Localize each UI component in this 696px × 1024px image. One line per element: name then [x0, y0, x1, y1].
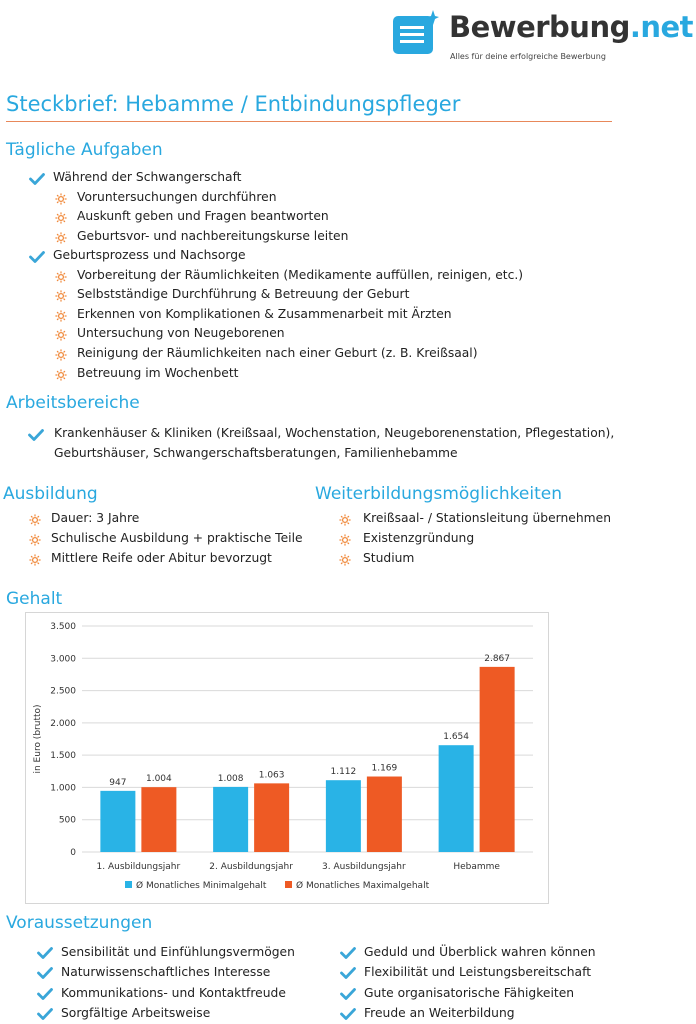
data-label: 2.867 [484, 653, 511, 664]
heading-weiterbildung: Weiterbildungsmöglichkeiten [315, 484, 562, 504]
y-tick-label: 1.000 [50, 783, 76, 794]
sun-bullet-icon [29, 554, 41, 566]
salary-chart-svg [26, 613, 548, 903]
title-divider [6, 121, 612, 122]
check-icon [37, 947, 53, 959]
bar [439, 745, 474, 852]
y-tick-label: 2.000 [50, 718, 76, 729]
aufgaben-item: Geburtsvor- und nachbereitungskurse leiten [77, 228, 349, 243]
check-icon [28, 429, 44, 441]
sun-bullet-icon [339, 534, 351, 546]
sun-bullet-icon [339, 514, 351, 526]
legend-swatch [125, 881, 132, 888]
aufgaben-item: Vorbereitung der Räumlichkeiten (Medikamente auffüllen, reinigen, etc.) [77, 267, 524, 282]
x-tick-label: 3. Ausbildungsjahr [322, 862, 406, 872]
weiterbildung-item: Existenzgründung [363, 531, 475, 545]
data-label: 1.654 [443, 732, 470, 743]
sun-bullet-icon [55, 329, 67, 341]
x-tick-label: Hebamme [453, 862, 500, 872]
x-tick-label: 2. Ausbildungsjahr [209, 862, 293, 872]
ausbildung-item: Dauer: 3 Jahre [51, 511, 140, 525]
aufgaben-item: Selbstständige Durchführung & Betreuung der Geburt [77, 287, 410, 302]
check-icon [340, 947, 356, 959]
heading-arbeitsbereiche: Arbeitsbereiche [6, 393, 140, 413]
sun-bullet-icon [55, 193, 67, 205]
y-tick-label: 3.000 [50, 654, 76, 665]
voraussetzung-item: Flexibilität und Leistungsbereitschaft [364, 965, 592, 980]
aufgaben-group-label: Während der Schwangerschaft [53, 170, 242, 184]
check-icon [37, 1008, 53, 1020]
data-label: 1.004 [145, 774, 172, 785]
weiterbildung-item: Studium [363, 551, 415, 565]
check-icon [37, 988, 53, 1000]
heading-ausbildung: Ausbildung [3, 484, 98, 504]
aufgaben-item: Erkennen von Komplikationen & Zusammenarbeit mit Ärzten [77, 306, 452, 321]
data-label: 947 [109, 777, 127, 788]
check-icon [340, 1008, 356, 1020]
arbeitsbereiche-line-2: Geburtshäuser, Schwangerschaftsberatungen, Familienhebamme [54, 446, 458, 460]
aufgaben-item: Auskunft geben und Fragen beantworten [77, 209, 329, 224]
voraussetzung-item: Geduld und Überblick wahren können [364, 945, 596, 959]
data-label: 1.063 [258, 770, 285, 781]
voraussetzung-item: Kommunikations- und Kontaktfreude [61, 985, 286, 1000]
legend-swatch [285, 881, 292, 888]
sun-bullet-icon [339, 554, 351, 566]
aufgaben-group-label: Geburtsprozess und Nachsorge [53, 248, 246, 262]
y-tick-label: 1.500 [50, 751, 76, 762]
x-tick-label: 1. Ausbildungsjahr [96, 862, 181, 872]
salary-chart [25, 612, 549, 904]
bar [254, 783, 289, 852]
sun-bullet-icon [55, 212, 67, 224]
data-label: 1.169 [371, 763, 398, 774]
sun-bullet-icon [55, 349, 67, 361]
logo [393, 4, 693, 66]
data-label: 1.112 [330, 767, 357, 778]
sun-bullet-icon [55, 369, 67, 381]
ausbildung-item: Schulische Ausbildung + praktische Teile [51, 531, 303, 545]
data-label: 1.008 [217, 773, 244, 784]
voraussetzung-item: Naturwissenschaftliches Interesse [61, 965, 271, 980]
arbeitsbereiche-line-1: Krankenhäuser & Kliniken (Kreißsaal, Wochenstation, Neugeborenenstation, Pflegestation), [54, 426, 615, 440]
aufgaben-item: Reinigung der Räumlichkeiten nach einer Geburt (z. B. Kreißsaal) [77, 346, 478, 360]
aufgaben-item: Betreuung im Wochenbett [77, 365, 239, 380]
bar [213, 787, 248, 852]
page-title: Steckbrief: Hebamme / Entbindungspfleger [6, 92, 461, 116]
logo-tagline: Alles für deine erfolgreiche Bewerbung [450, 52, 606, 61]
heading-aufgaben: Tägliche Aufgaben [6, 140, 163, 160]
legend-label: Ø Monatliches Maximalgehalt [296, 881, 430, 891]
sun-bullet-icon [55, 271, 67, 283]
bar [100, 791, 135, 852]
sun-bullet-icon [55, 232, 67, 244]
check-icon [340, 988, 356, 1000]
logo-name: Bewerbung.net [449, 10, 694, 44]
aufgaben-item: Voruntersuchungen durchführen [77, 189, 277, 204]
check-icon [37, 967, 53, 979]
voraussetzung-item: Freude an Weiterbildung [364, 1005, 515, 1020]
heading-voraussetzungen: Voraussetzungen [6, 913, 153, 933]
voraussetzung-item: Gute organisatorische Fähigkeiten [364, 985, 575, 1000]
ausbildung-item: Mittlere Reife oder Abitur bevorzugt [51, 551, 272, 565]
sun-bullet-icon [55, 290, 67, 302]
check-icon [29, 251, 45, 263]
check-icon [340, 967, 356, 979]
voraussetzung-item: Sensibilität und Einfühlungsvermögen [61, 945, 295, 959]
aufgaben-item: Untersuchung von Neugeborenen [77, 326, 285, 341]
y-tick-label: 3.500 [50, 622, 76, 632]
y-tick-label: 500 [58, 815, 76, 826]
bar [141, 787, 176, 852]
y-tick-label: 2.500 [50, 686, 76, 697]
sun-bullet-icon [29, 534, 41, 546]
y-tick-label: 0 [70, 848, 76, 858]
bar [367, 777, 402, 852]
check-icon [29, 173, 45, 185]
bar [326, 780, 361, 852]
voraussetzung-item: Sorgfältige Arbeitsweise [61, 1005, 211, 1020]
sun-bullet-icon [55, 310, 67, 322]
y-axis-label: in Euro (brutto) [33, 704, 43, 774]
weiterbildung-item: Kreißsaal- / Stationsleitung übernehmen [363, 511, 612, 525]
bar [480, 667, 515, 852]
legend-label: Ø Monatliches Minimalgehalt [136, 881, 267, 891]
document-icon [393, 10, 439, 56]
sun-bullet-icon [29, 514, 41, 526]
heading-gehalt: Gehalt [6, 589, 63, 609]
